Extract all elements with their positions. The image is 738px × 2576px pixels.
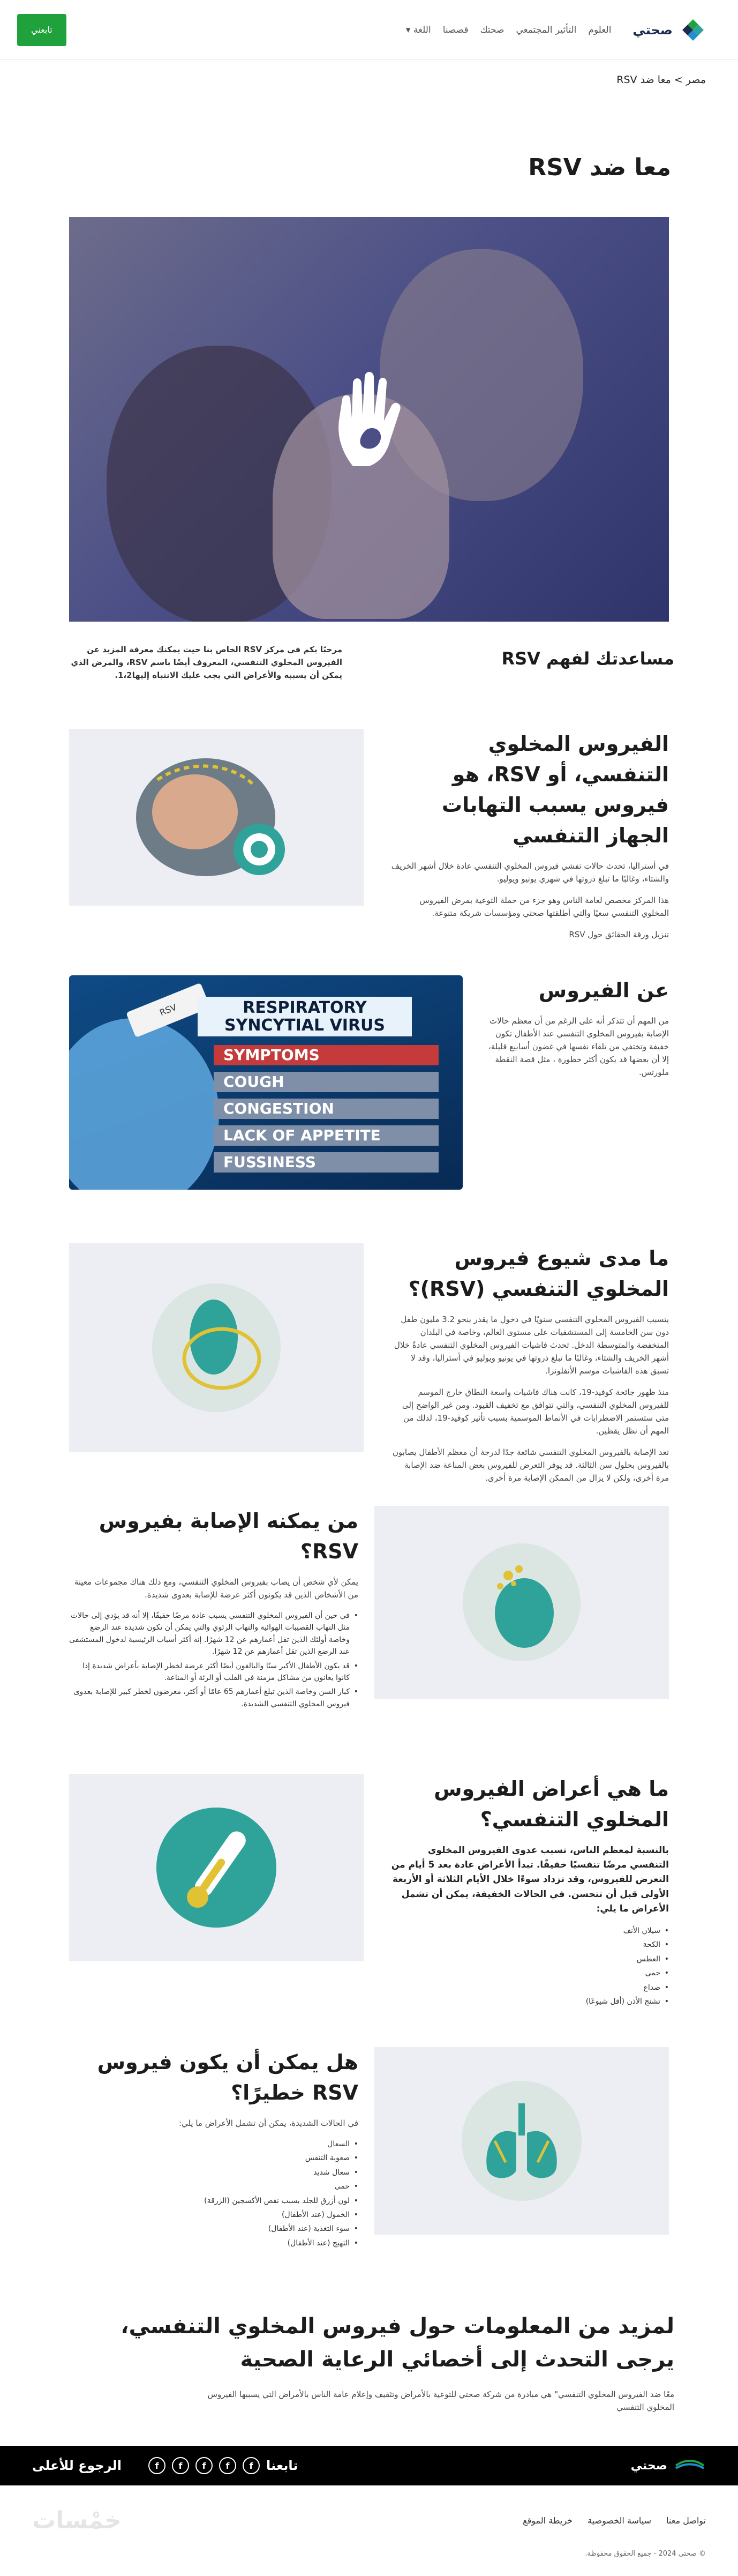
section-severe-text	[69, 2047, 358, 2261]
section-how-common-p3: تعد الإصابة بالفيروس المخلوي التنفسي شائعة جدًا لدرجة أن معظم الأطفال يصابون بالفيروس بحلول سن الثالثة. قد يوفر التعرض للفيروس بعض المناعة ضد الإصابة مرة أخرى، ولكن لا يزال من الممكن الإصابة مرة أخرى.	[392, 1447, 669, 1483]
section-what-is-rsv-p1: في أستراليا، تحدث حالات تفشي فيروس المخلوي التنفسي عادة خلال أشهر الخريف والشتاء، وغالبًا ما تبلغ ذروتها في شهري يونيو ويوليو.	[391, 861, 669, 884]
risk-groups-list	[69, 1610, 358, 1710]
follow-us-label: تابعنا	[266, 2458, 298, 2473]
list-item: • تشنج الأذن (أقل شيوعًا)	[390, 1996, 669, 2007]
section-who-can-get-intro: يمكن لأي شخص أن يصاب بفيروس المخلوي التنفسي، ومع ذلك هناك مجموعات معينة من الأشخاص الذين قد يكونون أكثر عرضة للإصابة بعدوى شديدة.	[74, 1577, 358, 1600]
copyright: © صحتي 2024 - جميع الحقوق محفوظة.	[585, 2550, 706, 2558]
chevron-down-icon: ▾	[405, 24, 411, 35]
section-about-virus-heading: عن الفيروس	[538, 979, 669, 1002]
severe-symptoms-list	[69, 2138, 358, 2249]
section-symptoms-intro: بالنسبة لمعظم الناس، تسبب عدوى الفيروس المخلوي التنفسي مرضًا تنفسيًا خفيفًا. تبدأ الأعراض عادة بعد 5 أيام من التعرض للفيروس، وقد تزداد سوءًا خلال الأيام الثلاثة أو الأربعة الأولى قبل أن تتحسن. في الحالات الخفيفة، يمكن أن تشمل الأعراض ما يلي:	[391, 1845, 669, 1914]
section-what-is-rsv-text	[390, 729, 669, 939]
list-item: • صداع	[390, 1982, 669, 1993]
back-to-top-link[interactable]: الرجوع للأعلى	[32, 2458, 122, 2473]
list-item: • صعوبة التنفس	[69, 2152, 358, 2164]
page-title: معا ضد RSV	[528, 154, 671, 181]
brand-logo[interactable]	[632, 17, 706, 43]
section-about-virus-body: من المهم أن تتذكر أنه على الرغم من أن معظم حالات الإصابة بفيروس المخلوي التنفسي عند الأطفال تكون خفيفة وتختفي من تلقاء نفسها في غضون أسابيع قليلة، إلا أن بعضها قد يكون أكثر خطورة ، مثل قصة النقطة ملورتس.	[488, 1016, 669, 1077]
symptom-item: CONGESTION	[214, 1099, 439, 1119]
footer-brand[interactable]	[631, 2458, 706, 2474]
symptom-item: LACK OF APPETITE	[214, 1125, 439, 1146]
list-item: • في حين أن الفيروس المخلوي التنفسي يسبب عادة مرضًا خفيفًا، إلا أنه قد يؤدي إلى حالات مثل التهاب القصيبات الهوائية والتهاب الرئوي والتي يمكن أن تكون شديدة عند الرضع وخاصة أولئك الذين تقل أعمارهم عن 12 شهرًا. إنه أكثر أسباب الرئيسية لدخول المستشفى عند الرضع الذين تقل أعمارهم عن 12 شهرًا.	[69, 1610, 358, 1658]
list-item: • السعال	[69, 2138, 358, 2150]
section-how-common	[69, 1243, 669, 1483]
germ-icon	[147, 1278, 286, 1417]
social-links	[148, 2457, 298, 2474]
section-who-can-get-heading: من يمكنه الإصابة بفيروس RSV؟	[99, 1509, 358, 1563]
footer-logo-icon	[674, 2458, 706, 2474]
sitemap-link[interactable]: خريطة الموقع	[523, 2515, 573, 2526]
symptoms-header: SYMPTOMS	[214, 1045, 439, 1065]
facebook-icon[interactable]: f	[195, 2457, 213, 2474]
section-what-is-rsv-heading: الفيروس المخلوي التنفسي، أو RSV، هو فيروس يسبب التهابات الجهاز التنفسي	[441, 732, 669, 847]
legal-bar	[32, 2502, 706, 2539]
section-what-is-rsv	[69, 729, 669, 939]
header-right	[406, 17, 706, 43]
hand-germ-illustration-panel	[374, 1506, 669, 1699]
privacy-policy-link[interactable]: سياسة الخصوصية	[588, 2515, 652, 2526]
list-item: • سوء التغذية (عند الأطفال)	[69, 2223, 358, 2235]
sleeping-baby-icon	[125, 748, 307, 887]
baby-illustration-panel	[69, 729, 364, 906]
section-symptoms	[69, 1774, 669, 2006]
contact-us-link[interactable]: تواصل معنا	[666, 2515, 706, 2526]
list-item: • قد يكون الأطفال الأكبر سنًا والبالغون أيضًا أكثر عرضة لخطر الإصابة بأعراض شديدة إذا كانوا يعانون من مشاكل مزمنة في القلب أو الرئة أو المناعة.	[69, 1660, 358, 1684]
section-symptoms-text	[390, 1774, 669, 2006]
section-how-common-p2: منذ ظهور جائحة كوفيد-19، كانت هناك فاشيات واسعة النطاق خارج الموسم للفيروس المخلوي التنفسي، والتي تتوافق مع تخفيف القيود. ومن غير الواضح إلى متى ستستمر الاضطرابات في الأنماط الموسمية بسبب تأثير كوفيد-19، لذلك من المهم أن نظل يقظين.	[402, 1387, 669, 1436]
facebook-icon[interactable]: f	[148, 2457, 165, 2474]
section-what-is-rsv-p2: هذا المركز مخصص لعامة الناس وهو جزء من حملة التوعية بمرض الفيروس المخلوي التنفسي سعيًا والتي أطلقتها صحتي ومؤسسات شريكة متنوعة.	[419, 895, 669, 918]
section-how-common-heading: ما مدى شيوع فيروس المخلوي التنفسي (RSV)؟	[408, 1246, 669, 1301]
list-item: • الخمول (عند الأطفال)	[69, 2209, 358, 2221]
list-item: • التهيج (عند الأطفال)	[69, 2237, 358, 2249]
closing-text: معًا ضد الفيروس المخلوي التنفسي" هي مبادرة من شركة صحتي للتوعية بالأمراض وتثقيف وإعلام عامة الناس بالأمراض التي يسببها الفيروس المخلوي التنفسي	[207, 2390, 674, 2412]
hand-icon	[332, 367, 412, 469]
list-item: • حمى	[69, 2181, 358, 2192]
closing-section	[64, 2310, 674, 2414]
section-who-can-get	[69, 1506, 669, 1708]
list-item: • حمى	[390, 1967, 669, 1979]
nav-item-your-health[interactable]: صحتك	[480, 24, 504, 35]
list-item: • العطس	[390, 1953, 669, 1965]
list-item: • سعال شديد	[69, 2167, 358, 2178]
footer-brand-name: صحتي	[630, 2459, 667, 2473]
hero-family-image	[69, 217, 669, 622]
facebook-icon[interactable]: f	[172, 2457, 189, 2474]
section-about-virus	[69, 975, 669, 1190]
symptom-item: FUSSINESS	[214, 1152, 439, 1173]
section-severe-intro: في الحالات الشديدة، يمكن أن تشمل الأعراض ما يلي:	[178, 2118, 358, 2128]
list-item: • لون أزرق للجلد بسبب نقص الأكسجين (الزرقة)	[69, 2195, 358, 2207]
gloved-hand-shape	[69, 1018, 219, 1190]
lungs-icon	[457, 2077, 586, 2205]
contagion-icon	[457, 1538, 586, 1667]
rsv-symptoms-card	[69, 975, 463, 1190]
section-how-common-text	[390, 1243, 669, 1483]
nav-item-community-impact[interactable]: التأثير المجتمعي	[516, 24, 577, 35]
brand-logo-icon	[680, 17, 706, 43]
breadcrumb: مصر > معا ضد RSV	[616, 74, 706, 86]
legal-links	[523, 2515, 706, 2526]
rsv-test-tube: RSV	[126, 983, 210, 1038]
nav-item-science[interactable]: العلوم	[588, 24, 612, 35]
closing-heading: لمزيد من المعلومات حول فيروس المخلوي التنفسي، يرجى التحدث إلى أخصائي الرعاية الصحية	[121, 2314, 674, 2372]
facebook-icon[interactable]: f	[243, 2457, 260, 2474]
main-nav	[406, 25, 612, 35]
section-severe-heading: هل يمكن أن يكون فيروس RSV خطيرًا؟	[97, 2050, 358, 2104]
intro-text: مرحبًا بكم في مركز RSV الخاص بنا حيث يمكنك معرفة المزيد عن الفيروس المخلوي التنفسي، المعروف أيضًا باسم RSV، والمرض الذي يمكن أن يسببه والأعراض التي يجب عليك الانتباه إليها1،2.	[71, 645, 342, 680]
list-item: • سيلان الأنف	[390, 1925, 669, 1937]
rsv-card-title: RESPIRATORY SYNCYTIAL VIRUS	[198, 997, 412, 1036]
intro-heading: مساعدتك لفهم RSV	[501, 648, 674, 669]
list-item: • الكحة	[390, 1939, 669, 1951]
section-about-virus-text	[481, 975, 669, 1190]
language-label: اللغة	[413, 24, 431, 35]
language-selector[interactable]	[406, 25, 431, 35]
lungs-illustration-panel	[374, 2047, 669, 2235]
follow-me-button[interactable]: تابعني	[17, 14, 66, 46]
brand-name: صحتي	[632, 22, 673, 38]
section-severe	[69, 2047, 669, 2261]
download-fact-sheet-link[interactable]: تنزيل ورقة الحقائق حول RSV	[569, 930, 669, 939]
thermometer-icon	[152, 1803, 281, 1932]
thermometer-illustration-panel	[69, 1774, 364, 1961]
site-header	[0, 0, 738, 60]
site-footer	[0, 2446, 738, 2485]
nav-item-our-stories[interactable]: قصصنا	[442, 24, 469, 35]
intro-section	[64, 643, 674, 707]
symptom-item: COUGH	[214, 1072, 439, 1092]
section-how-common-p1: يتسبب الفيروس المخلوي التنفسي سنويًا في دخول ما يقدر بنحو 3.2 مليون طفل دون سن الخامسة إلى المستشفيات على مستوى العالم، وخاصة في البلدان المنخفضة والمتوسطة الدخل. تحدث فاشيات الفيروس المخلوي التنفسي عادةً خلال أشهر الخريف والشتاء، وغالبًا ما تبلغ ذروتها في يونيو ويوليو في أستراليا، وقد لا تسبق هذه الفاشيات موسم الأنفلونزا.	[394, 1315, 669, 1376]
facebook-icon[interactable]: f	[219, 2457, 236, 2474]
germ-illustration-panel	[69, 1243, 364, 1452]
mild-symptoms-list	[390, 1925, 669, 2007]
section-symptoms-heading: ما هي أعراض الفيروس المخلوي التنفسي؟	[434, 1777, 669, 1831]
watermark: خمْسات	[32, 2506, 122, 2534]
list-item: • كبار السن وخاصة الذين تبلغ أعمارهم 65 عامًا أو أكثر، معرضون لخطر كبير للإصابة بعدوى فيروس المخلوي التنفسي الشديدة.	[69, 1686, 358, 1710]
footer-actions	[32, 2457, 298, 2474]
section-who-can-get-text	[69, 1506, 358, 1708]
